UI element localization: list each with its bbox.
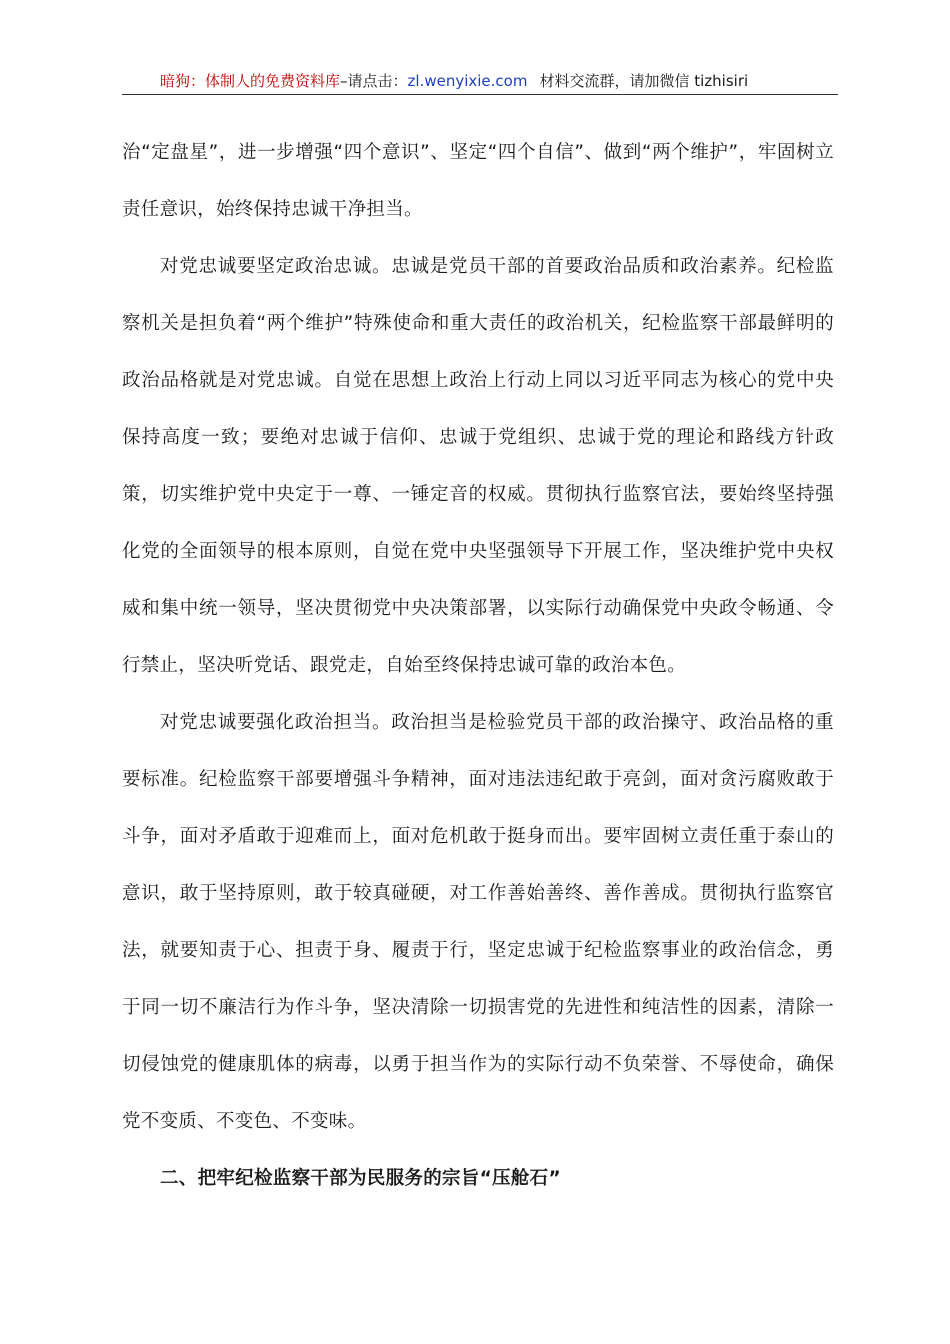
header-brand: 暗狗：体制人的免费资料库 (160, 72, 341, 90)
paragraph-continuation: 治“定盘星”，进一步增强“四个意识”、坚定“四个自信”、做到“两个维护”，牢固树立责任意识，始终保持忠诚干净担当。 (122, 142, 834, 220)
section-heading: 二、把牢纪检监察干部为民服务的宗旨“压舱石” (160, 1168, 561, 1189)
header-cta: –请点击： (340, 72, 408, 90)
header-wechat: 材料交流群，请加微信 tizhisiri (539, 72, 749, 90)
paragraph-political-responsibility: 对党忠诚要强化政治担当。政治担当是检验党员干部的政治操守、政治品格的重要标准。纪检监察干部要增强斗争精神，面对违法违纪敢于亮剑，面对贪污腐败敢于斗争，面对矛盾敢于迎难而上，面对危机敢于挺身而出。要牢固树立责任重于泰山的意识，敢于坚持原则，敢于较真碰硬，对工作善始善终、善作善成。贯彻执行监察官法，就要知责于心、担责于身、履责于行，坚定忠诚于纪检监察事业的政治信念，勇于同一切不廉洁行为作斗争，坚决清除一切损害党的先进性和纯洁性的因素，清除一切侵蚀党的健康肌体的病毒，以勇于担当作为的实际行动不负荣誉、不辱使命，确保党不变质、不变色、不变味。 (122, 712, 834, 1132)
document-body (122, 124, 834, 1207)
paragraph-political-loyalty: 对党忠诚要坚定政治忠诚。忠诚是党员干部的首要政治品质和政治素养。纪检监察机关是担负着“两个维护”特殊使命和重大责任的政治机关，纪检监察干部最鲜明的政治品格就是对党忠诚。自觉在思想上政治上行动上同以习近平同志为核心的党中央保持高度一致；要绝对忠诚于信仰、忠诚于党组织、忠诚于党的理论和路线方针政策，切实维护党中央定于一尊、一锤定音的权威。贯彻执行监察官法，要始终坚持强化党的全面领导的根本原则，自觉在党中央坚强领导下开展工作，坚决维护党中央权威和集中统一领导，坚决贯彻党中央决策部署，以实际行动确保党中央政令畅通、令行禁止，坚决听党话、跟党走，自始至终保持忠诚可靠的政治本色。 (122, 256, 834, 676)
header-link[interactable]: zl.wenyixie.com (407, 72, 528, 90)
page-header (122, 70, 838, 95)
